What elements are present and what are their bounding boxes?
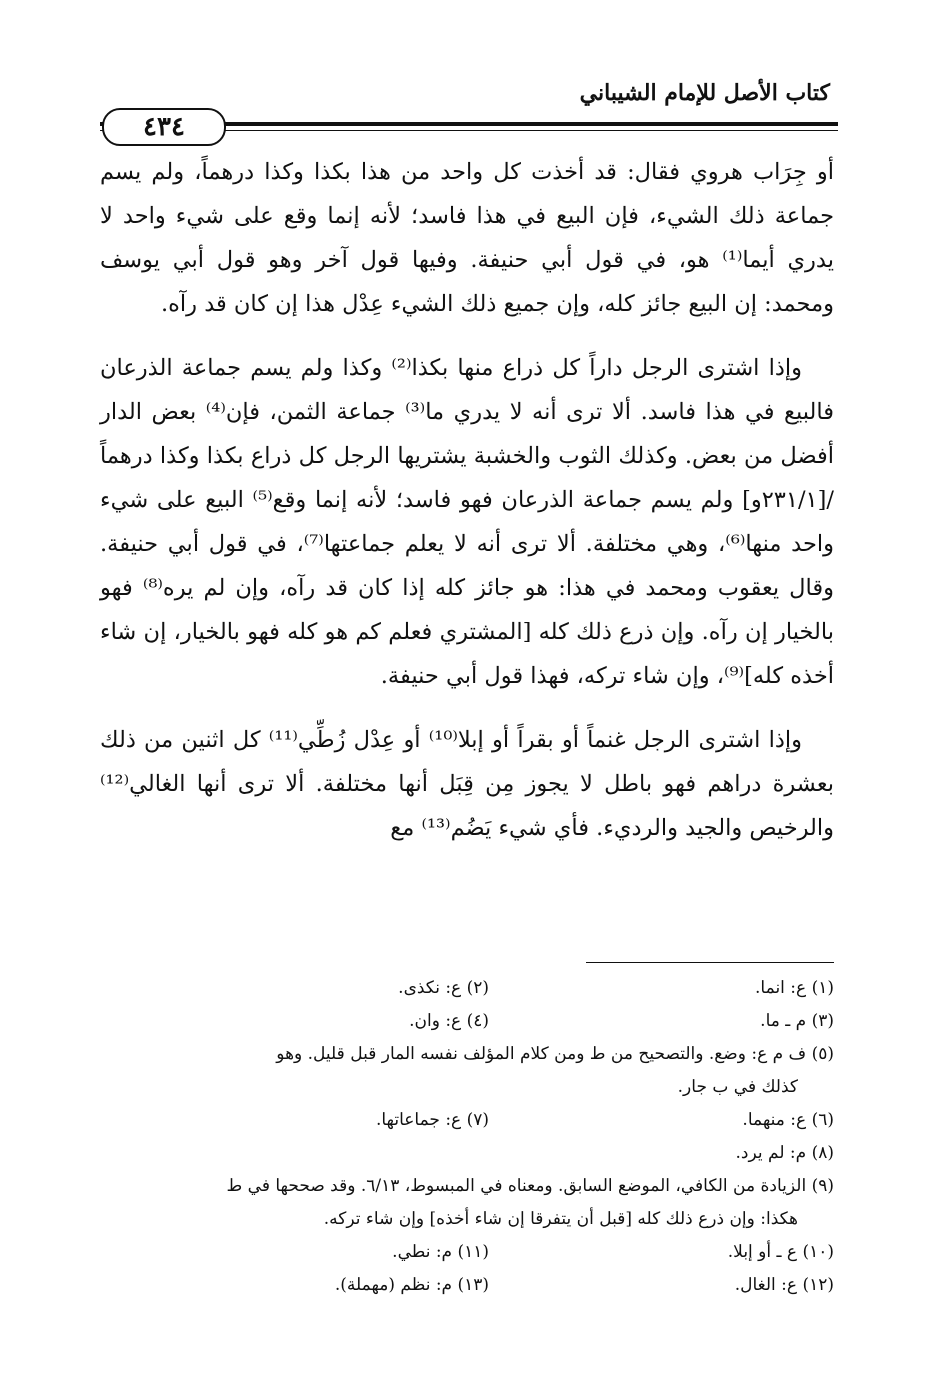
footnote-8: (٨) م: لم يرد. [735, 1143, 834, 1163]
footnote-5-continued: كذلك في ب جار. [677, 1077, 798, 1097]
paragraph-1: أو جِرَاب هروي فقال: قد أخذت كل واحد من هذا بكذا وكذا درهماً، ولم يسم جماعة ذلك الشيء، فإن البيع في هذا فاسد؛ لأنه إنما وقع على شيء واحد لا يدري أيما⁽¹⁾ هو، في قول أبي حنيفة. وفيها قول آخر وهو قول أبي يوسف ومحمد: إن البيع جائز كله، وإن جميع ذلك الشيء عِدْل هذا إن كان قد رآه. [100, 159, 834, 317]
footnote-row [100, 1170, 834, 1203]
footnote-10: (١٠) ع ـ أو إبلا. [727, 1242, 834, 1262]
footnote-9-continued: هكذا: وإن ذرع ذلك كله [قبل أن يتفرقا إن شاء أخذه] وإن شاء تركه. [323, 1209, 798, 1229]
footnote-row [100, 1203, 834, 1236]
footnote-row [100, 1269, 834, 1302]
footnote-7: (٧) ع: جماعاتها. [375, 1110, 490, 1130]
page-number-badge [102, 108, 226, 146]
footnote-separator [586, 962, 834, 963]
running-header-title: كتاب الأصل للإمام الشيباني [579, 80, 830, 106]
main-text [100, 150, 834, 850]
footnote-9: (٩) الزيادة من الكافي، الموضع السابق. ومعناه في المبسوط، ٦/١٣. وقد صححها في ط [226, 1176, 834, 1196]
footnote-row [100, 1236, 834, 1269]
footnote-5: (٥) ف م ع: وضع. والتصحيح من ط ومن كلام المؤلف نفسه المار قبل قليل. وهو [276, 1044, 834, 1064]
footnote-row [100, 1038, 834, 1071]
footnote-3: (٣) م ـ ما. [760, 1011, 834, 1031]
footnotes [100, 972, 834, 1302]
paragraph-2: وإذا اشترى الرجل داراً كل ذراع منها بكذا⁽²⁾ وكذا ولم يسم جماعة الذرعان فالبيع في هذا فاسد. ألا ترى أنه لا يدري ما⁽³⁾ جماعة الثمن، فإن⁽⁴⁾ بعض الدار أفضل من بعض. وكذلك الثوب والخشبة يشتريها الرجل كل ذراع بكذا وكذا درهماً /[٢٣١/١و] ولم يسم جماعة الذرعان فهو فاسد؛ لأنه إنما وقع⁽⁵⁾ البيع على شيء واحد منها⁽⁶⁾، وهي مختلفة. ألا ترى أنه لا يعلم جماعتها⁽⁷⁾، في قول أبي حنيفة. وقال يعقوب ومحمد في هذا: هو جائز كله إذا كان قد رآه، وإن لم يره⁽⁸⁾ فهو بالخيار إن رآه. وإن ذرع ذلك كله [المشتري فعلم كم هو كله فهو بالخيار، إن شاء أخذه كله]⁽⁹⁾، وإن شاء تركه، فهذا قول أبي حنيفة. [100, 355, 835, 689]
footnote-row [100, 1104, 834, 1137]
footnote-11: (١١) م: نطي. [392, 1242, 490, 1262]
footnote-row [100, 1005, 834, 1038]
footnote-2: (٢) ع: نكذى. [398, 978, 490, 998]
footnote-6: (٦) ع: منهما. [742, 1110, 834, 1130]
footnote-row [100, 1137, 834, 1170]
page-number: ٤٣٤ [143, 112, 185, 142]
footnote-4: (٤) ع: وان. [409, 1011, 490, 1031]
paragraph-3: وإذا اشترى الرجل غنماً أو بقراً أو إبلا⁽¹⁰⁾ أو عِدْل زُطِّي⁽¹¹⁾ كل اثنين من ذلك بعشرة دراهم فهو باطل لا يجوز مِن قِبَل أنها مختلفة. ألا ترى أنها الغالي⁽¹²⁾ والرخيص والجيد والرديء. فأي شيء يَضُم⁽¹³⁾ مع [100, 727, 834, 841]
footnote-1: (١) ع: انما. [755, 978, 834, 998]
footnote-12: (١٢) ع: الغال. [734, 1275, 834, 1295]
footnote-row [100, 972, 834, 1005]
footnote-13: (١٣) م: نظم (مهملة). [334, 1275, 490, 1295]
footnote-row [100, 1071, 834, 1104]
